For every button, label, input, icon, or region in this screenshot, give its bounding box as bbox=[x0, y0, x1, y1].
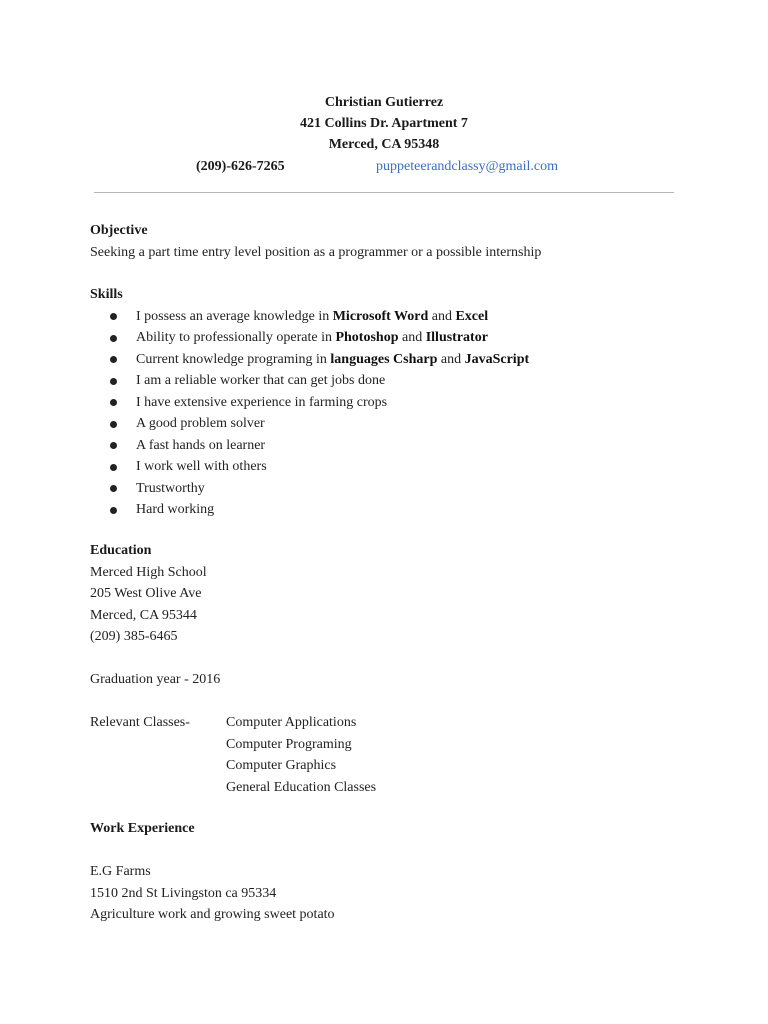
education-section bbox=[90, 540, 690, 798]
school-city: Merced, CA 95344 bbox=[90, 607, 197, 623]
school-street: 205 West Olive Ave bbox=[90, 586, 202, 601]
email-link[interactable]: puppeteerandclassy@gmail.com bbox=[376, 159, 558, 174]
bullet-icon bbox=[110, 378, 117, 385]
skill-item: I work well with others bbox=[90, 456, 690, 478]
classes-row bbox=[90, 755, 690, 777]
education-heading: Education bbox=[90, 543, 152, 558]
work-heading: Work Experience bbox=[90, 821, 195, 836]
classes-row bbox=[90, 712, 690, 734]
skill-item: I have extensive experience in farming crops bbox=[90, 392, 690, 414]
address-line-2: Merced, CA 95348 bbox=[328, 137, 440, 152]
skill-item: Hard working bbox=[90, 499, 690, 521]
address-line-1: 421 Collins Dr. Apartment 7 bbox=[300, 116, 468, 131]
school-phone: (209) 385-6465 bbox=[90, 629, 178, 644]
skill-item: Trustworthy bbox=[90, 478, 690, 500]
class-item: Computer Programing bbox=[226, 736, 352, 752]
objective-text: Seeking a part time entry level position as a programmer or a possible internship bbox=[90, 244, 542, 260]
skill-item: I am a reliable worker that can get jobs done bbox=[90, 370, 690, 392]
bullet-icon bbox=[110, 356, 117, 363]
spacer bbox=[90, 648, 690, 670]
objective-section bbox=[90, 220, 690, 263]
skill-item: I possess an average knowledge in Microsoft Word and Excel bbox=[90, 306, 690, 328]
work-section bbox=[90, 818, 690, 926]
skill-item: A good problem solver bbox=[90, 413, 690, 435]
objective-heading: Objective bbox=[90, 223, 148, 238]
employer-name: E.G Farms bbox=[90, 864, 151, 879]
bullet-icon bbox=[110, 442, 117, 449]
bullet-icon bbox=[110, 507, 117, 514]
class-item: General Education Classes bbox=[226, 779, 377, 795]
bullet-icon bbox=[110, 335, 117, 342]
skill-item: Ability to professionally operate in Photoshop and Illustrator bbox=[90, 327, 690, 349]
skills-section bbox=[90, 284, 690, 521]
skills-list bbox=[90, 306, 690, 521]
candidate-name: Christian Gutierrez bbox=[324, 95, 444, 110]
classes-row bbox=[90, 777, 690, 799]
class-item: Computer Applications bbox=[226, 715, 357, 730]
classes-row bbox=[90, 734, 690, 756]
graduation-year: Graduation year - 2016 bbox=[90, 672, 221, 687]
header-divider bbox=[94, 192, 674, 193]
bullet-icon bbox=[110, 464, 117, 471]
bullet-icon bbox=[110, 399, 117, 406]
phone-number: (209)-626-7265 bbox=[196, 159, 285, 174]
contact-row bbox=[0, 158, 768, 176]
class-item: Computer Graphics bbox=[226, 758, 337, 773]
spacer bbox=[90, 840, 690, 862]
classes-label: Relevant Classes- bbox=[90, 715, 190, 730]
bullet-icon bbox=[110, 313, 117, 320]
employer-address: 1510 2nd St Livingston ca 95334 bbox=[90, 885, 277, 901]
skill-item: A fast hands on learner bbox=[90, 435, 690, 457]
skills-heading: Skills bbox=[90, 287, 123, 302]
job-description: Agriculture work and growing sweet potato bbox=[90, 907, 335, 922]
bullet-icon bbox=[110, 485, 117, 492]
school-name: Merced High School bbox=[90, 564, 207, 580]
bullet-icon bbox=[110, 421, 117, 428]
skill-item: Current knowledge programing in languages Csharp and JavaScript bbox=[90, 349, 690, 371]
spacer bbox=[90, 691, 690, 713]
